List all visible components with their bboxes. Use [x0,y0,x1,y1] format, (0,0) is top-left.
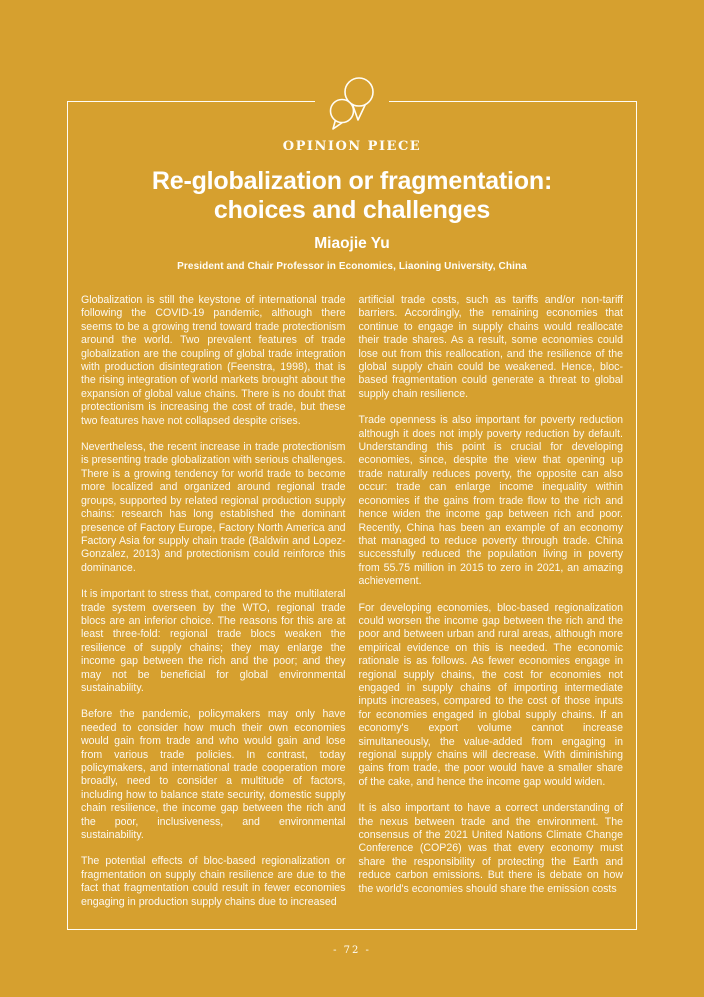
paragraph: Globalization is still the keystone of international trade following the COVID-19 pandemic, although there seems to be a growing trend toward trade protectionism around the world. Two prevalent features of trade globalization are the coupling of global trade integration with production disintegration (Feenstra, 1998), that is the rising integration of world markets brought about the expansion of global value chains. There is no doubt that protectionism is increasing the cost of trade, but these two features have not collapsed despite crises. [81,294,346,427]
paragraph: For developing economies, bloc-based regionalization could worsen the income gap between the rich and the poor and between urban and rural areas, although more empirical evidence on this is needed. The economic rationale is as follows. As fewer economies engage in regional supply chains, the cost for economies not engaged in supply chains of importing intermediate inputs increases, compared to the cost of those inputs for economies engaged in global supply chains. If an economy's export volume cannot increase simultaneously, the value-added from engaging in regional supply chains will decrease. With diminishing gains from trade, the poor would have a smaller share of the cake, and hence the income gap would widen. [358,601,623,788]
right-column [359,294,624,922]
paragraph: artificial trade costs, such as tariffs and/or non-tariff barriers. Accordingly, the remaining economies that continue to engage in supply chains would reallocate their trade shares. As a result, some economies could lose out from this reallocation, and the resilience of the global supply chain could be weakened. Hence, bloc-based fragmentation could generate a threat to global supply chain resilience. [358,294,623,400]
paragraph: Nevertheless, the recent increase in trade protectionism is presenting trade globalization with serious challenges. There is a growing tendency for world trade to become more localized and organized around regional trade groups, supported by related regional production supply chains: research has long established the dominant presence of Factory Europe, Factory North America and Factory Asia for supply chain trade (Baldwin and Lopez-Gonzalez, 2013) and protectionism could reinforce this dominance. [81,441,346,574]
section-kicker: OPINION PIECE [282,139,422,154]
paragraph: It is important to stress that, compared to the multilateral trade system overseen by the WTO, regional trade blocs are an inferior choice. The reasons for this are at least three-fold: regional trade blocs weaken the resilience of supply chains; they may enlarge the income gap between the rich and the poor; and they may not be beneficial for global environmental sustainability. [81,588,346,694]
author-affiliation: President and Chair Professor in Economics, Liaoning University, China [177,261,527,272]
paragraph: Before the pandemic, policymakers may only have needed to consider how much their own economies would gain from trade and who would gain and lose from various trade policies. In contrast, today policymakers, and international trade cooperation more broadly, need to consider a multitude of factors, including how to balance state security, domestic supply chain resilience, the income gap between the rich and the poor, inclusiveness, and environmental sustainability. [81,708,346,842]
author-name: Miaojie Yu [314,235,390,252]
article-body [68,294,636,922]
speech-bubbles-icon [315,73,389,131]
paragraph: Trade openness is also important for poverty reduction although it does not imply poverty reduction by default. Understanding this point is crucial for developing economies, since, despite the view that opening up trade naturally reduces poverty, the opposite can also occur: trade can enlarge income inequality within economies if the gains from trade flow to the rich and hence widen the income gap between rich and poor. Recently, China has been an example of an economy that managed to reduce poverty through trade. China successfully reduced the population living in poverty from 55.75 million in 2015 to zero in 2021, an amazing achievement. [358,414,623,588]
left-column [81,294,346,922]
page-number: - 72 - [333,945,371,956]
title-line-2: choices and challenges [213,196,491,224]
article-title [68,167,636,225]
content-frame [67,101,637,930]
paragraph: The potential effects of bloc-based regionalization or fragmentation on supply chain resilience are due to the fact that fragmentation could result in fewer economies engaging in production supply chains due to increased [81,855,346,908]
paragraph: It is also important to have a correct understanding of the nexus between trade and the environment. The consensus of the 2021 United Nations Climate Change Conference (COP26) was that every economy must share the responsibility of protecting the Earth and reduce carbon emissions. But there is debate on how the world's economies should share the emission costs [358,802,623,895]
title-line-1: Re-globalization or fragmentation: [151,167,553,195]
